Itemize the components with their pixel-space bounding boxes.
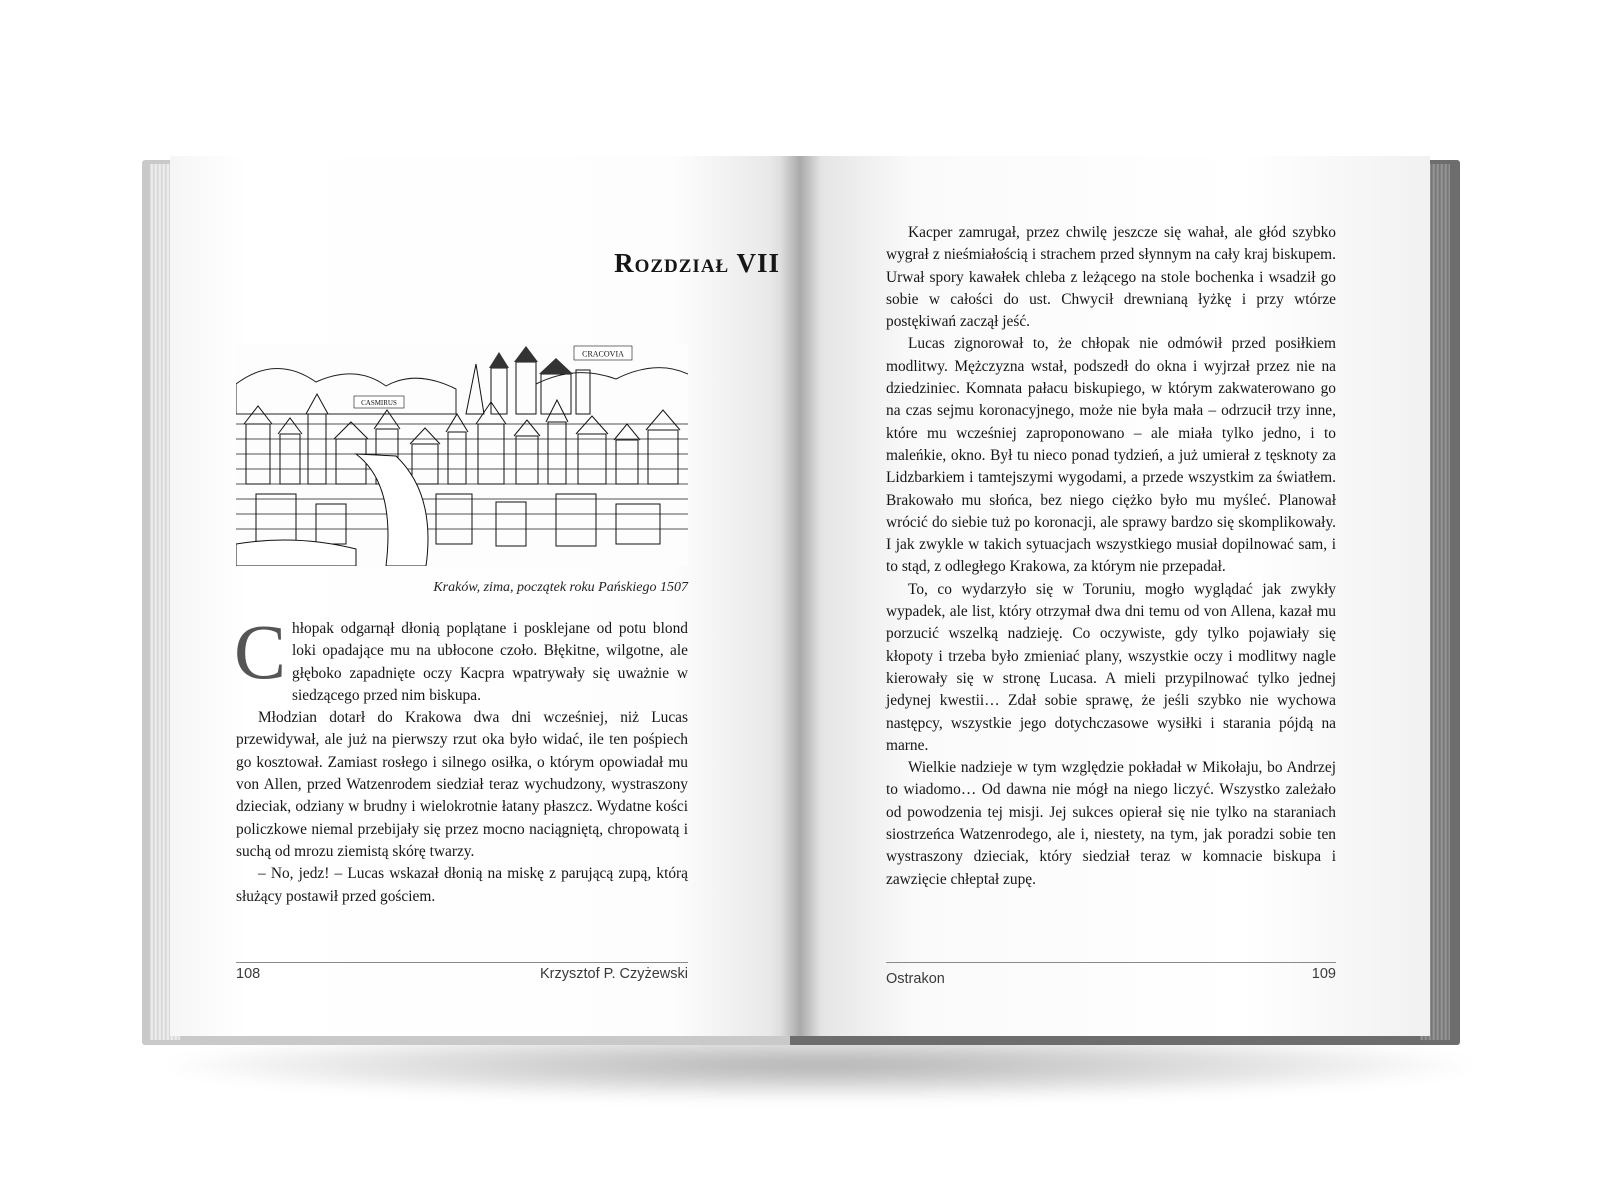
paragraph: Kacper zamrugał, przez chwilę jeszcze się wahał, ale głód szybko wygrał z nieśmiałością i strachem przed słynnym na cały kraj biskupem. Urwał spory kawałek chleba z leżącego na stole bochenka i wsadził go sobie w całości do ust. Chwycił drewnianą łyżkę i przy wtórze postękiwań zaczął jeść. [886,224,1336,331]
chapter-title: Rozdział VII [614,248,780,278]
paragraph: – No, jedz! – Lucas wskazał dłonią na miskę z parującą zupą, którą służący postawił przed gościem. [236,865,688,905]
page-number-left: 108 [236,966,261,982]
right-page-body [886,222,1336,891]
paragraph: To, co wydarzyło się w Toruniu, mogło wyglądać jak zwykły wypadek, ale list, który otrzymał dwa dni temu od von Allena, kazał mu porzucić wszelką nadzieję. Co oczywiste, gdy tylko pojawiały się kłopoty i trzeba było zmieniać plany, wszystkie oczy i modlitwy nagle kierowały się w stronę Lucasa. A mieli przypilnować tylko jednej jedynej kwestii… Zdał sobie sprawę, że jeśli szybko nie wychowa następcy, wszystkie jego dotychczasowe wysiłki i starania pójdą na marne. [886,580,1336,754]
left-page-body [234,608,688,908]
paragraph: Wielkie nadzieje w tym względzie pokładał w Mikołaju, bo Andrzej to wiadomo… Od dawna nie mógł na niego liczyć. Wszystko zależało od powodzenia tej misji. Jej sukces opierał się nie tylko na staraniach siostrzeńca Watzenrodego, ale i, niestety, na tym, jak poradzi sobie ten wystraszony dzieciak, który siedział teraz w komnacie biskupa i zawzięcie chłeptał zupę. [886,759,1336,888]
paragraph: Chłopak odgarnął dłonią poplątane i posklejane od potu blond loki opadające mu na ubłocone czoło. Błękitne, wilgotne, ale głęboko zapadnięte oczy Kacpra wpatrywały się uważnie w siedzącego przed nim biskupa. [234,608,688,704]
left-page [170,156,800,1036]
paragraph: Młodzian dotarł do Krakowa dwa dni wcześniej, niż Lucas przewidywał, ale już na pierwszy rzut oka było widać, ile ten pośpiech go kosztował. Zamiast rosłego i silnego osiłka, o którym opowiadał mu von Allen, przed Watzenrodem siedział teraz wychudzony, wystraszony dzieciak, odziany w brudny i wielokrotnie łatany płaszcz. Wydatne kości policzkowe niemal przebijały się przez mocno naciągniętą, chropowatą i suchą od mrozu ziemistą skórę twarzy. [236,709,688,860]
drop-cap: C [234,608,287,695]
right-page [800,156,1430,1036]
book-gutter [780,156,820,1036]
page-number-right: 109 [1311,966,1336,982]
illustration-caption: Kraków, zima, początek roku Pańskiego 1507 [433,580,688,595]
footer-rule [886,962,1336,963]
footer-rule [236,962,688,963]
city-label: CRACOVIA [582,349,624,359]
paragraph: Lucas zignorował to, że chłopak nie odmówił przed posiłkiem modlitwy. Mężczyzna wstał, podszedł do okna i wyjrzał przez nie na dziedziniec. Komnata pałacu biskupiego, w którym zakwaterowano go na czas sejmu koronacyjnego, może nie była mała – odrzucił trzy inne, które mu wcześniej zaproponowano – ale miała tylko jedno, i to maleńkie, okno. Był tu nieco ponad tydzień, a już umierał z tęsknoty za Lidzbarkiem i tamtejszymi wygodami, a przede wszystkim za światłem. Brakowało mu słońca, bez niego ciężko było mu myśleć. Planował wrócić do siebie tuż po koronacji, ale sprawy bardzo się skomplikowały. I jak zwykle w takich sytuacjach wszystkiego musiał dopilnować sam, i to stąd, z odległego Krakowa, za którym nie przepadał. [886,335,1336,576]
footer-book-title: Ostrakon [886,971,945,987]
footer-author: Krzysztof P. Czyżewski [540,966,688,982]
city-woodcut-illustration [236,344,688,566]
district-label: CASMIRUS [361,399,397,407]
